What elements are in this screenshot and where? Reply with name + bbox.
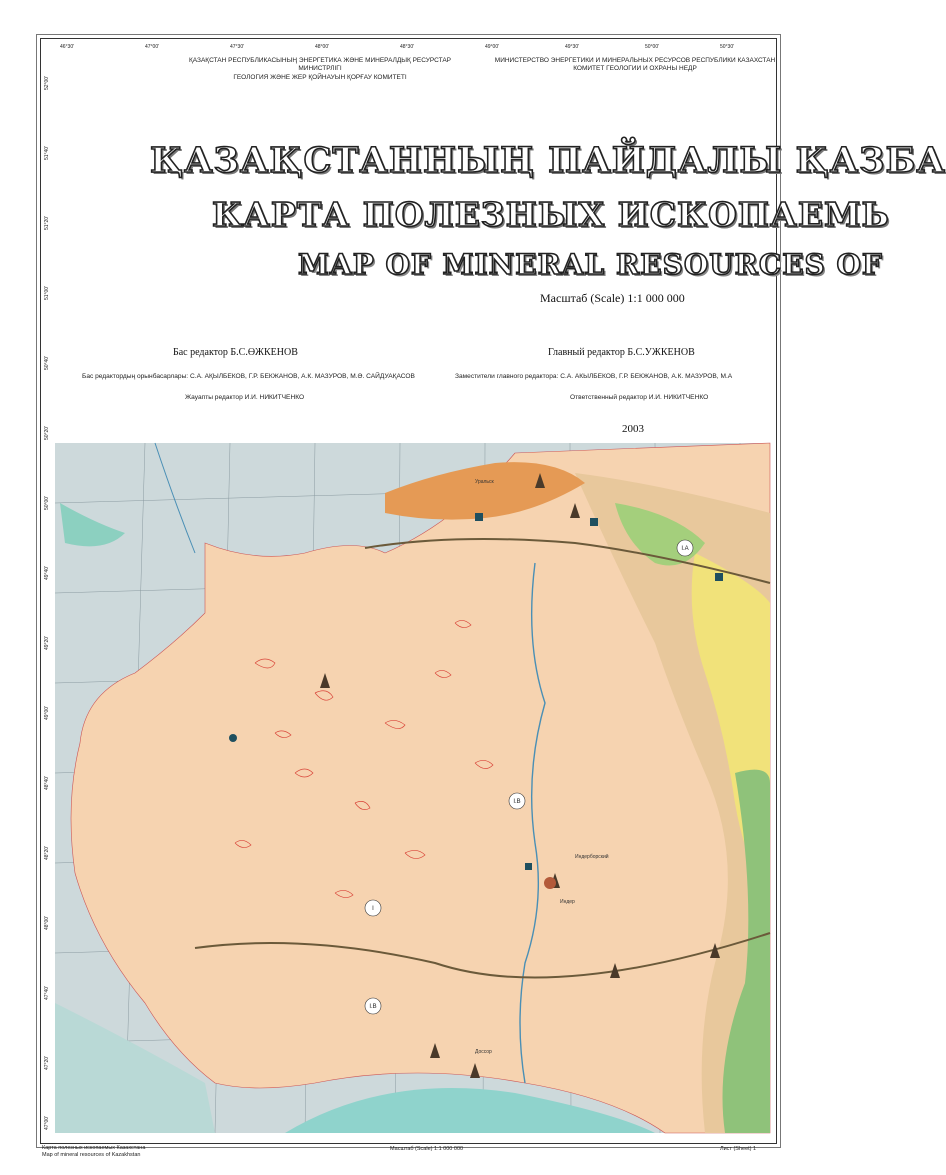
coord-tick: 49°40' (44, 565, 51, 581)
footer-title-en: Map of mineral resources of Kazakhstan (42, 1151, 141, 1158)
coord-tick: 49°00' (44, 705, 51, 721)
ministry-kz-line2: ГЕОЛОГИЯ ЖӘНЕ ЖЕР ҚОЙНАУЫН ҚОРҒАУ КОМИТЕТІ (233, 73, 407, 81)
responsible-editor-kz: Жауапты редактор И.И. НИКИТЧЕНКО (185, 394, 305, 401)
region-label-i: I (372, 906, 374, 912)
ministry-ru-line2: КОМИТЕТ ГЕОЛОГИИ И ОХРАНЫ НЕДР (573, 65, 697, 73)
coord-tick: 51°40' (44, 145, 51, 161)
town-label: Индерборский (575, 854, 609, 860)
map-scale: Масштаб (Scale) 1:1 000 000 (540, 291, 685, 305)
coord-tick: 51°00' (44, 285, 51, 301)
chief-editor-ru: Главный редактор Б.С.УЖКЕНОВ (548, 347, 695, 358)
responsible-editor-ru: Ответственный редактор И.И. НИКИТЧЕНКО (570, 394, 709, 401)
coord-tick: 47°40' (44, 985, 51, 1001)
coord-tick: 46°30' (60, 44, 75, 50)
geological-map[interactable] (55, 443, 770, 1133)
footer-left (42, 1145, 145, 1159)
title-kazakh: ҚАЗАҚСТАННЫҢ ПАЙДАЛЫ ҚАЗБА (150, 140, 946, 181)
chief-editor-kz: Бас редактор Б.С.ӨЖКЕНОВ (173, 347, 298, 358)
coord-tick: 49°00' (485, 44, 500, 50)
coord-tick: 49°20' (44, 635, 51, 651)
deputy-editors-kz: Бас редактордың орынбасарлары: С.А. АҚЫЛБЕКОВ, Г.Р. БЕКЖАНОВ, А.К. МАЗУРОВ, М.Ә. САЙДУАҚАСОВ (82, 373, 415, 380)
title-english: MAP OF MINERAL RESOURCES OF (298, 248, 883, 281)
footer-sheet: Лист (Sheet) 1 (720, 1146, 757, 1152)
coord-tick: 48°00' (44, 915, 51, 931)
coord-tick: 52°00' (44, 75, 51, 91)
ministry-ru-line1: МИНИСТЕРСТВО ЭНЕРГЕТИКИ И МИНЕРАЛЬНЫХ РЕСУРСОВ РЕСПУБЛИКИ КАЗАХСТАН (494, 57, 776, 64)
coord-tick: 50°30' (720, 44, 735, 50)
deputy-editors-ru: Заместители главного редактора: С.А. АКЫЛБЕКОВ, Г.Р. БЕКЖАНОВ, А.К. МАЗУРОВ, М.А (455, 373, 733, 380)
ministry-heading-kz (170, 57, 470, 82)
coord-tick: 50°00' (44, 495, 51, 511)
ministry-heading-ru (490, 57, 780, 74)
coord-tick: 48°30' (400, 44, 415, 50)
coord-tick: 47°30' (230, 44, 245, 50)
footer-scale: Масштаб (Scale) 1:1 000 000 (390, 1146, 464, 1152)
coord-tick: 51°20' (44, 215, 51, 231)
town-label: Доссор (475, 1049, 492, 1055)
title-russian: КАРТА ПОЛЕЗНЫХ ИСКОПАЕМЬ (212, 195, 890, 234)
ministry-kz-line1: ҚАЗАҚСТАН РЕСПУБЛИКАСЫНЫҢ ЭНЕРГЕТИКА ЖӘНЕ МИНЕРАЛДЫҚ РЕСУРСТАР МИНИСТРЛІГІ (188, 57, 452, 73)
map-canvas (55, 443, 770, 1133)
region-label-ib: I.B (513, 799, 521, 805)
coord-tick: 47°00' (44, 1115, 51, 1131)
town-label: Уральск (475, 479, 494, 485)
town-label: Индер (560, 899, 575, 905)
region-label-ib-south: I.B (369, 1004, 377, 1010)
coord-tick: 47°00' (145, 44, 160, 50)
coord-tick: 50°40' (44, 355, 51, 371)
coord-tick: 50°00' (645, 44, 660, 50)
coord-tick: 48°40' (44, 775, 51, 791)
region-label-ia: I.A (681, 546, 689, 552)
coord-tick: 48°20' (44, 845, 51, 861)
coord-tick: 48°00' (315, 44, 330, 50)
coord-tick: 49°30' (565, 44, 580, 50)
publication-year: 2003 (622, 423, 644, 435)
footer-title-ru: Карта полезных ископаемых Казахстана (42, 1145, 146, 1151)
coord-tick: 50°20' (44, 425, 51, 441)
coord-tick: 47°20' (44, 1055, 51, 1071)
